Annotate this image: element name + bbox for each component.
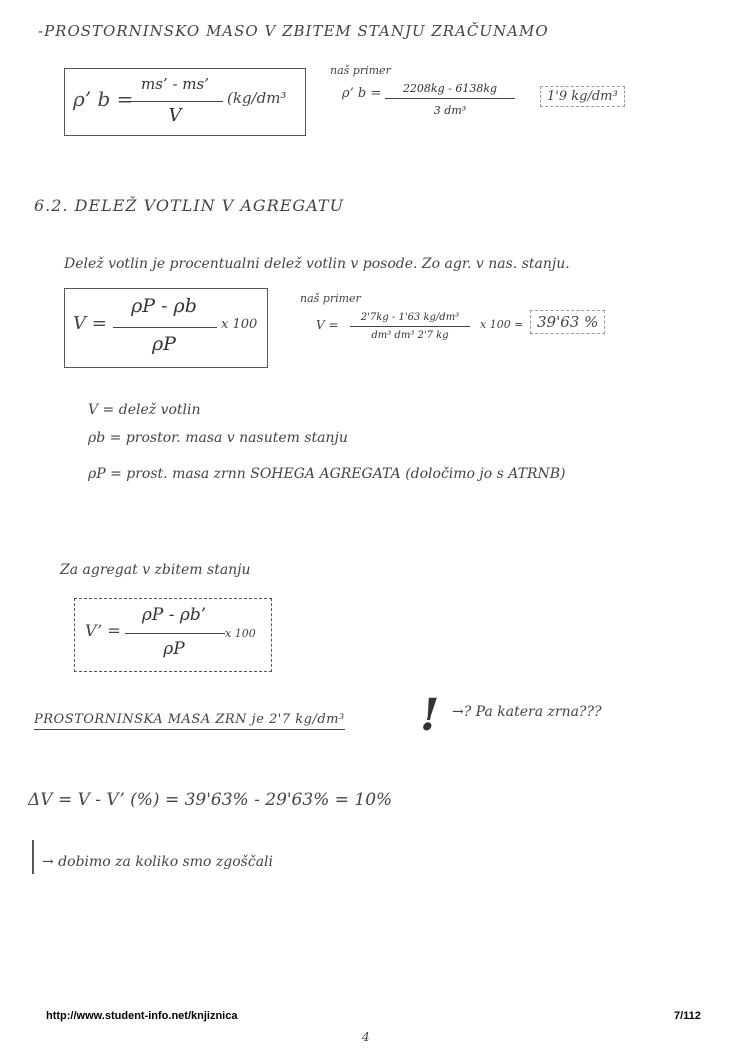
void-formula-denominator: ρP <box>152 333 176 355</box>
void-formula-multiplier: x 100 <box>221 317 258 332</box>
compacted-formula-box <box>74 598 272 672</box>
compacted-formula-numerator: ρP - ρb’ <box>141 605 207 625</box>
calc-fraction-line <box>385 98 515 99</box>
bracket-line <box>32 840 34 874</box>
void-formula-numerator: ρP - ρb <box>131 295 197 317</box>
example-label-2: naš primer <box>300 292 361 305</box>
formula-lhs: ρ’ b = <box>73 87 134 111</box>
compaction-note: → dobimo za koliko smo zgoščali <box>42 854 273 870</box>
grain-question: →? Pa katera zrna??? <box>452 704 602 720</box>
formula-fraction-line <box>127 101 223 102</box>
section1-title: -PROSTORNINSKO MASO V ZBITEM STANJU ZRAČUNAMO <box>38 22 549 40</box>
section3-intro: Za agregat v zbitem stanju <box>60 562 251 578</box>
definition-rho-p: ρP = prost. masa zrnn SOHEGA AGREGATA (določimo jo s ATRNB) <box>88 466 566 482</box>
void-calc-numerator: 2'7kg - 1'63 kg/dm³ <box>360 312 460 323</box>
compacted-formula-fraction-line <box>125 633 225 634</box>
void-calc-denominator: dm³ dm³ 2'7 kg <box>371 330 449 341</box>
void-calc-multiplier: x 100 = <box>480 318 524 331</box>
compacted-formula-denominator: ρP <box>163 639 185 659</box>
grain-density-statement: PROSTORNINSKA MASA ZRN je 2'7 kg/dm³ <box>34 712 345 730</box>
example-label: naš primer <box>330 64 391 77</box>
formula-numerator: ms’ - ms’ <box>141 75 209 93</box>
void-calc-fraction-line <box>350 326 470 327</box>
section2-title: 6.2. DELEŽ VOTLIN V AGREGATU <box>34 196 345 215</box>
void-formula-fraction-line <box>113 327 217 328</box>
density-formula-box <box>64 68 306 136</box>
compacted-formula-multiplier: x 100 <box>225 627 256 640</box>
void-formula-lhs: V = <box>73 313 107 334</box>
footer-page-count: 7/112 <box>674 1010 701 1022</box>
void-formula-box <box>64 288 268 368</box>
section2-intro: Delež votlin je procentualni delež votlin v posode. Zo agr. v nas. stanju. <box>64 256 570 272</box>
definition-v: V = delež votlin <box>88 402 201 418</box>
formula-denominator: V <box>168 105 182 126</box>
calc-denominator: 3 dm³ <box>433 104 467 117</box>
void-calc-result: 39'63 % <box>530 310 605 334</box>
exclamation-mark: ! <box>420 690 440 741</box>
formula-unit: (kg/dm³ <box>227 89 287 107</box>
definition-rho-b: ρb = prostor. masa v nasutem stanju <box>88 430 348 446</box>
void-calc-lhs: V = <box>316 318 339 332</box>
compacted-formula-lhs: V’ = <box>85 621 121 640</box>
calc-result: 1'9 kg/dm³ <box>540 86 625 107</box>
calc-lhs: ρ’ b = <box>342 86 382 101</box>
calc-numerator: 2208kg - 6138kg <box>402 82 498 95</box>
handwritten-page-number: 4 <box>362 1030 370 1044</box>
footer-url[interactable]: http://www.student-info.net/knjiznica <box>46 1010 238 1022</box>
delta-v-calculation: ΔV = V - V’ (%) = 39'63% - 29'63% = 10% <box>28 790 393 810</box>
